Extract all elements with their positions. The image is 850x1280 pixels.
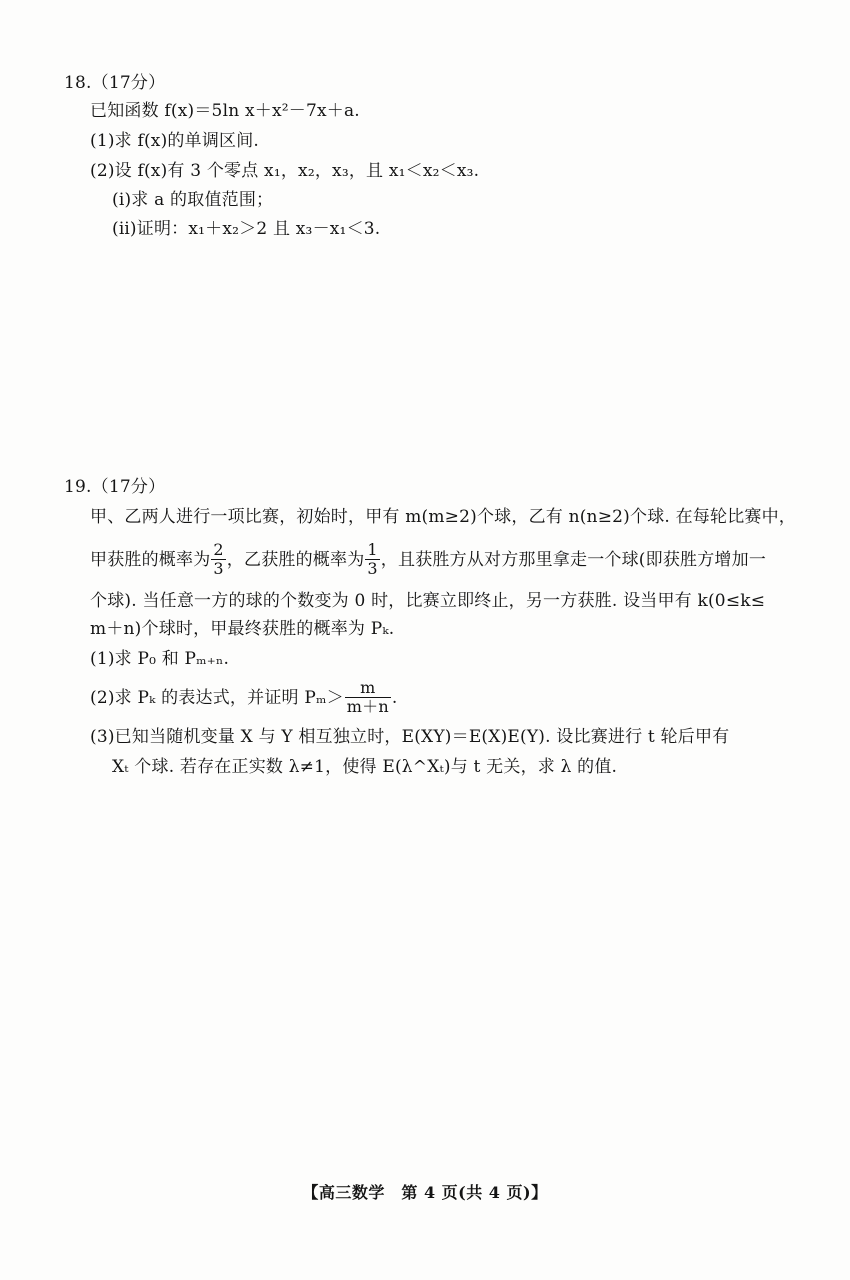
fraction-two-thirds — [211, 541, 225, 578]
q18-part2: (2)设 f(x)有 3 个零点 x₁，x₂，x₃，且 x₁＜x₂＜x₃. — [90, 161, 480, 181]
q18-header: 18.（17分） — [64, 73, 166, 93]
q19-part2-text-b: . — [391, 688, 398, 708]
q19-part2 — [90, 680, 397, 717]
q19-part2-text-a: (2)求 Pₖ 的表达式，并证明 Pₘ＞ — [90, 688, 344, 708]
q19-line2-text-c: ，且获胜方从对方那里拿走一个球(即获胜方增加一 — [380, 550, 767, 570]
q19-header: 19.（17分） — [64, 477, 166, 497]
fraction-one-third — [365, 541, 379, 578]
q19-part1: (1)求 P₀ 和 Pₘ₊ₙ. — [90, 649, 230, 669]
fraction-denominator: 3 — [367, 559, 378, 578]
q18-part2-i: (ⅰ)求 a 的取值范围； — [112, 190, 274, 210]
q19-line2 — [90, 542, 766, 579]
q18-stem: 已知函数 f(x)＝5ln x＋x²－7x＋a. — [90, 101, 360, 121]
fraction-numerator: 2 — [213, 540, 224, 559]
fraction-numerator: m — [345, 679, 391, 698]
page-footer: 【高三数学 第 4 页(共 4 页)】 — [302, 1183, 548, 1202]
fraction-numerator: 1 — [367, 540, 378, 559]
q19-part3-line2: Xₜ 个球. 若存在正实数 λ≠1，使得 E(λ^Xₜ)与 t 无关，求 λ 的值. — [112, 757, 618, 777]
q19-line3: 个球). 当任意一方的球的个数变为 0 时，比赛立即终止，另一方获胜. 设当甲有 k(0≤k≤ — [90, 591, 766, 611]
q19-line2-text-a: 甲获胜的概率为 — [90, 550, 211, 570]
q19-line1: 甲、乙两人进行一项比赛，初始时，甲有 m(m≥2)个球，乙有 n(n≥2)个球. 在每轮比赛中， — [90, 507, 797, 527]
fraction-denominator: m＋n — [346, 697, 389, 716]
fraction-denominator: 3 — [213, 559, 224, 578]
q18-part2-ii: (ⅱ)证明：x₁＋x₂＞2 且 x₃－x₁＜3. — [112, 219, 381, 239]
q19-line2-text-b: ，乙获胜的概率为 — [226, 550, 365, 570]
q19-part3-line1: (3)已知当随机变量 X 与 Y 相互独立时，E(XY)＝E(X)E(Y). 设比赛进行 t 轮后甲有 — [90, 727, 730, 747]
q19-line4: m＋n)个球时，甲最终获胜的概率为 Pₖ. — [90, 619, 395, 639]
q18-part1: (1)求 f(x)的单调区间. — [90, 131, 260, 151]
fraction-m-over-m-plus-n — [345, 679, 391, 716]
